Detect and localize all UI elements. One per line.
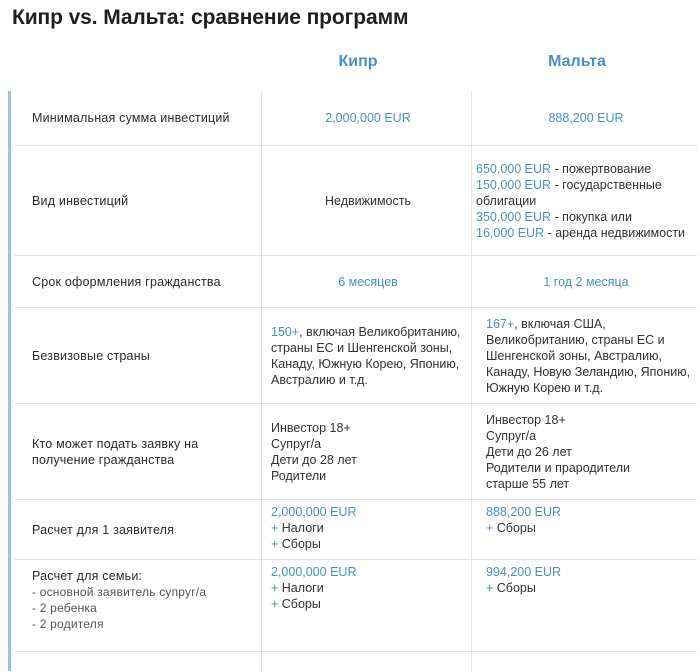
malta-value: 888,200 EUR	[548, 111, 624, 125]
table-row-processing-time	[14, 255, 697, 308]
page-title: Кипр vs. Мальта: сравнение программ	[12, 6, 409, 29]
plus-sign: +	[486, 521, 497, 535]
visa-free-count: 150+	[271, 325, 300, 339]
option-amount: 150,000 EUR	[476, 178, 552, 192]
row-label: Вид инвестиций	[32, 194, 129, 208]
table-row-single-cost	[14, 499, 697, 560]
cost-extra: + Сборы	[486, 521, 536, 535]
investment-option	[476, 225, 696, 241]
applicant-item: Дети до 28 лет	[271, 453, 357, 467]
investment-option	[476, 209, 696, 225]
applicant-item: Родители и прародители старше 55 лет	[486, 461, 631, 491]
plus-sign: +	[271, 521, 282, 535]
cyprus-single-cost	[265, 500, 471, 560]
column-header-malta: Мальта	[548, 53, 606, 70]
applicant-item: Супруг/а	[486, 429, 537, 443]
cyprus-value: 6 месяцев	[338, 275, 398, 289]
applicant-item: Инвестор 18+	[486, 413, 566, 427]
family-member: - основной заявитель супруг/а	[32, 585, 207, 599]
row-label: Срок оформления гражданства	[32, 275, 221, 289]
table-row-family-cost	[14, 559, 697, 640]
applicant-item: Супруг/а	[271, 437, 322, 451]
plus-sign: +	[486, 581, 497, 595]
table-row-visa-free	[14, 307, 697, 404]
column-header-cyprus: Кипр	[338, 53, 378, 70]
visa-free-text: , включая США, Великобританию, страны ЕС и Шенгенской зоны, Австралию, Канаду, Новую Зеландию, Японию, Южную Корею и т.д.	[486, 317, 691, 395]
malta-visa-free	[476, 308, 696, 404]
cost-extra: + Сборы	[271, 537, 321, 551]
option-text: - государственные облигации	[476, 178, 662, 208]
malta-applicants	[476, 404, 656, 500]
malta-value: 1 год 2 месяца	[543, 275, 629, 289]
cost-extra: + Сборы	[486, 581, 536, 595]
cyprus-value: 2,000,000 EUR	[325, 111, 411, 125]
plus-sign: +	[271, 597, 282, 611]
cost-extra: + Налоги	[271, 521, 324, 535]
row-label: Минимальная сумма инвестиций	[32, 111, 230, 125]
family-member: - 2 родителя	[32, 617, 104, 631]
option-text: - покупка или	[551, 210, 632, 224]
cost-amount: 2,000,000 EUR	[271, 505, 357, 519]
option-amount: 16,000 EUR	[476, 226, 545, 240]
table-row-empty	[14, 651, 697, 672]
visa-free-count: 167+	[486, 317, 515, 331]
malta-single-cost	[476, 500, 696, 560]
cost-amount: 888,200 EUR	[486, 505, 562, 519]
investment-option	[476, 177, 696, 209]
cyprus-family-cost	[265, 560, 471, 640]
comparison-table	[8, 91, 697, 671]
table-row-who-can-apply	[14, 403, 697, 500]
row-label: Безвизовые страны	[32, 349, 150, 363]
table-row-investment-type	[14, 145, 697, 256]
malta-family-cost	[476, 560, 696, 640]
cost-extra: + Сборы	[271, 597, 321, 611]
family-member: - 2 ребенка	[32, 601, 97, 615]
option-text: - пожертвование	[551, 162, 652, 176]
malta-investment-options	[476, 146, 696, 256]
applicant-item: Дети до 26 лет	[486, 445, 572, 459]
row-label: Кто может подать заявку на получение гражданства	[32, 437, 199, 467]
plus-sign: +	[271, 537, 282, 551]
cost-extra: + Налоги	[271, 581, 324, 595]
plus-sign: +	[271, 581, 282, 595]
row-label: Расчет для 1 заявителя	[32, 523, 175, 537]
option-amount: 350,000 EUR	[476, 210, 552, 224]
row-label-family	[32, 560, 257, 640]
applicant-item: Инвестор 18+	[271, 421, 351, 435]
cost-amount: 994,200 EUR	[486, 565, 562, 579]
table-row-min-investment	[14, 91, 697, 145]
cyprus-visa-free	[265, 308, 471, 404]
option-text: - аренда недвижимости	[544, 226, 686, 240]
investment-option	[476, 161, 696, 177]
cyprus-value: Недвижимость	[325, 194, 411, 208]
option-amount: 650,000 EUR	[476, 162, 552, 176]
visa-free-text: , включая Великобританию, страны ЕС и Шенгенской зоны, Канаду, Южную Корею, Японию, Австралию и т.д.	[271, 325, 461, 387]
row-label: Расчет для семьи:	[32, 569, 143, 583]
cost-amount: 2,000,000 EUR	[271, 565, 357, 579]
cyprus-applicants	[265, 404, 471, 500]
applicant-item: Родители	[271, 469, 327, 483]
